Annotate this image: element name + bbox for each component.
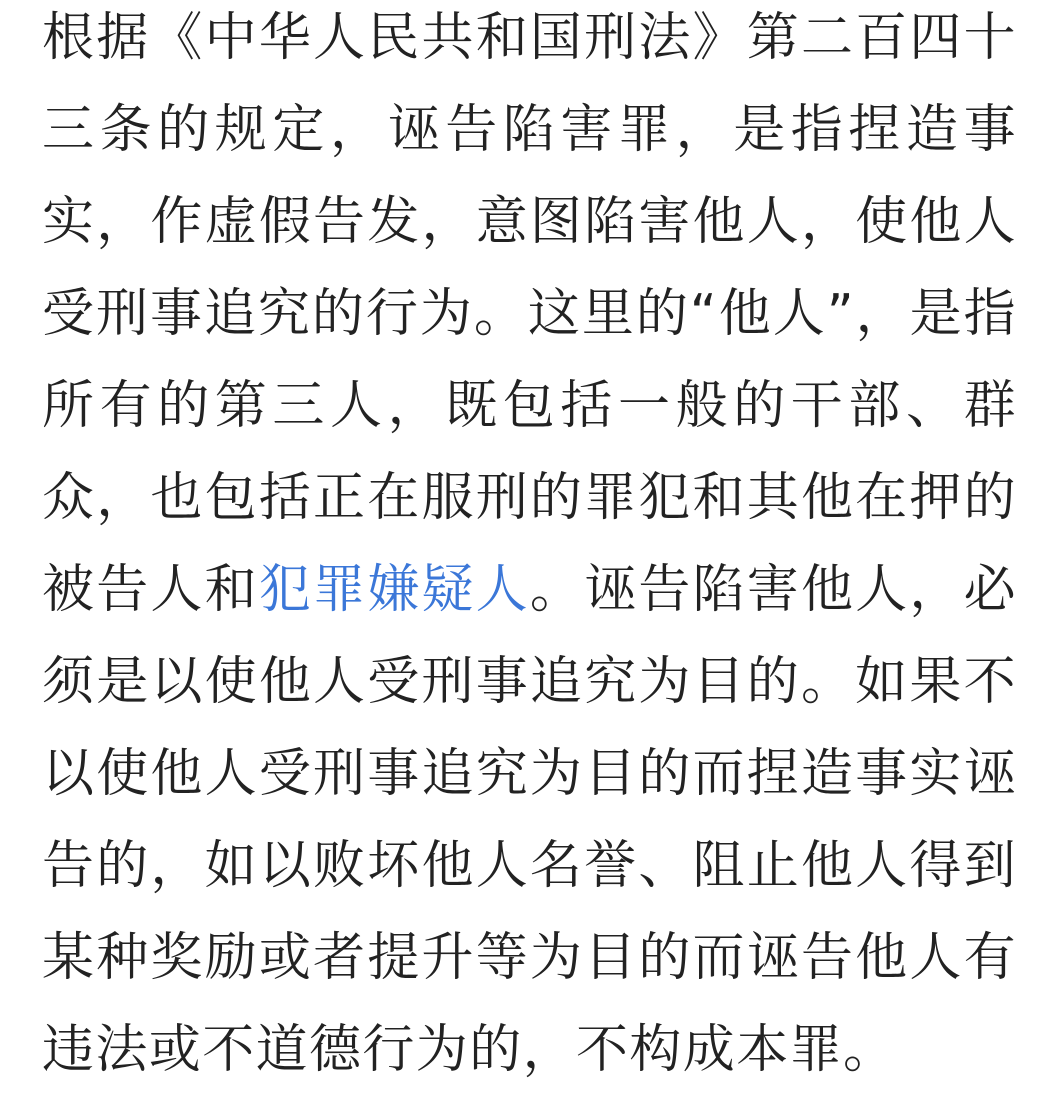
article-text-part-2: 。诬告陷害他人，必须是以使他人受刑事追究为目的。如果不以使他人受刑事追究为目的而捏造事实诬告的，如以败坏他人名誉、阻止他人得到某种奖励或者提升等为目的而诬告他人有违法或不道德行为的，不构成本罪。 (42, 560, 1017, 1080)
article-text-part-1: 根据《中华人民共和国刑法》第二百四十三条的规定，诬告陷害罪，是指捏造事实，作虚假告发，意图陷害他人，使他人受刑事追究的行为。这里的“他人”，是指所有的第三人，既包括一般的干部、群众，也包括正在服刑的罪犯和其他在押的被告人和 (42, 8, 1017, 620)
link-criminal-suspect[interactable]: 犯罪嫌疑人 (258, 560, 530, 620)
article-paragraph (42, 0, 1017, 1096)
